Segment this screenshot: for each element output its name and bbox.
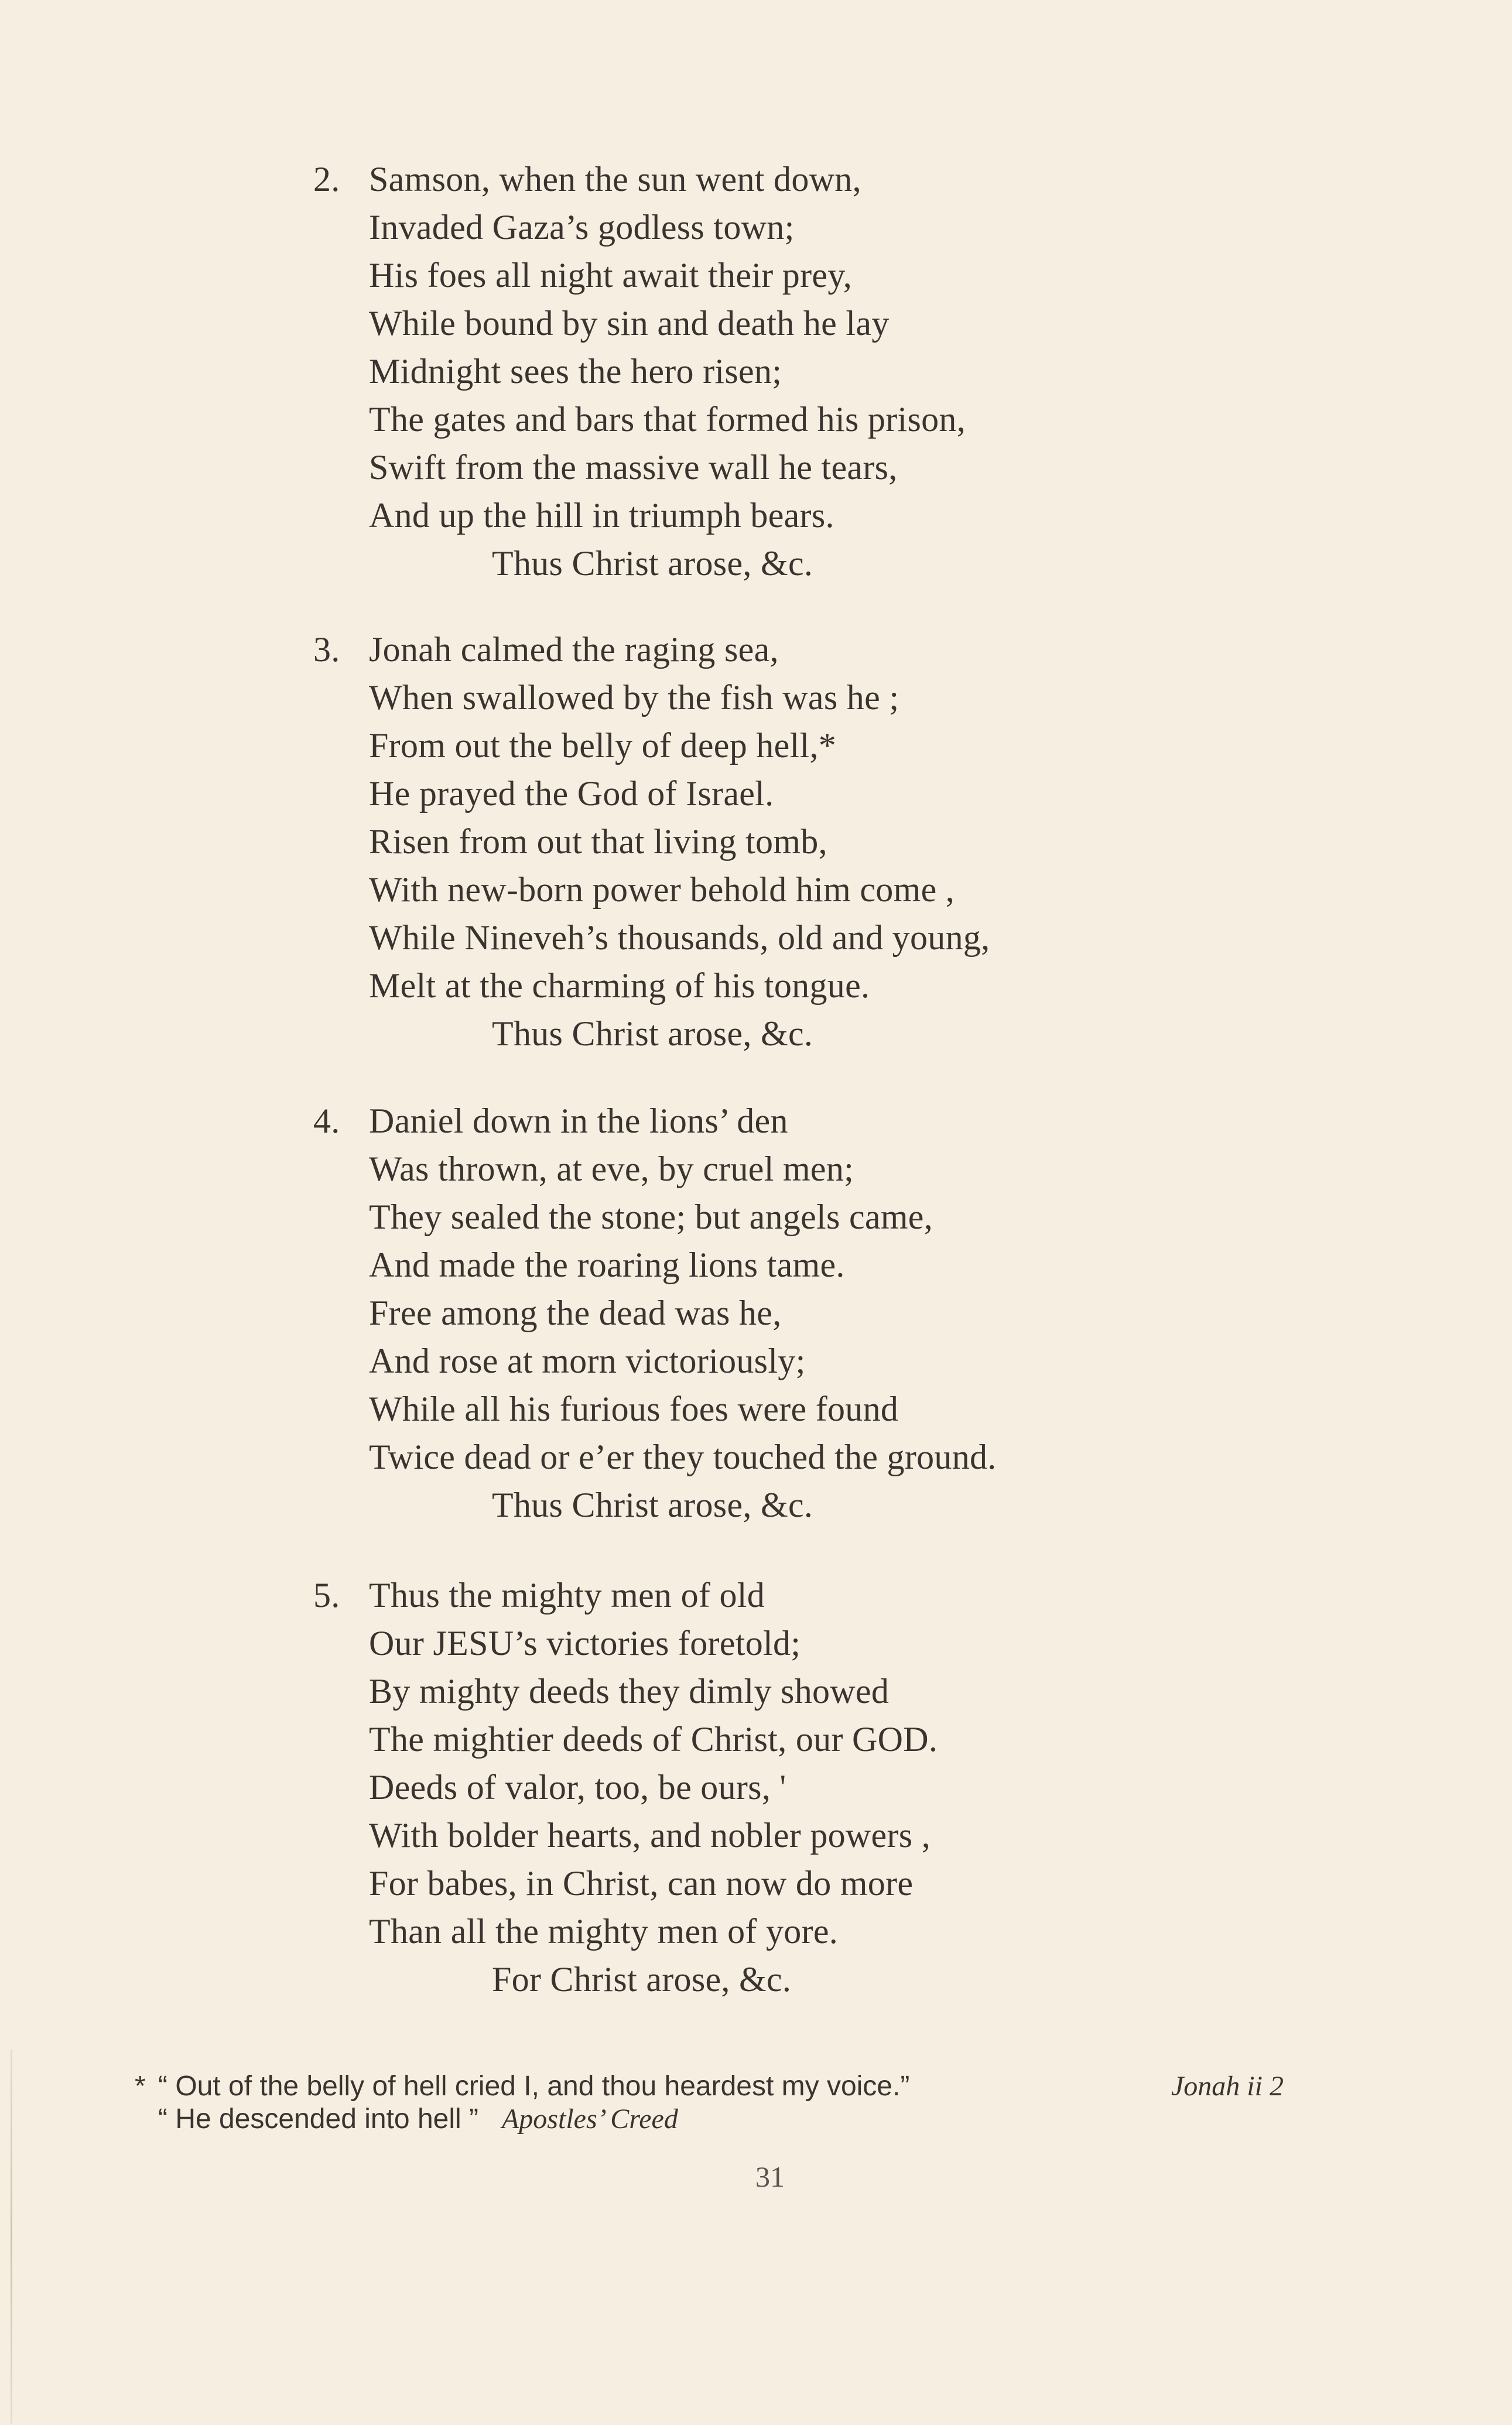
stanza-number: 4. [313,1102,340,1140]
stanza-line: Twice dead or e’er they touched the ground. [369,1438,997,1476]
stanza-line: With new-born power behold him come , [369,870,955,909]
stanza-refrain: Thus Christ arose, &c. [492,1014,813,1053]
stanza-line: 2. Samson, when the sun went down, [313,155,1250,203]
stanza-line: Risen from out that living tomb, [369,822,827,861]
stanza-line: By mighty deeds they dimly showed [369,1672,890,1711]
stanza-line: While Nineveh’s thousands, old and young, [369,918,990,957]
stanza-refrain: Thus Christ arose, &c. [492,1486,813,1524]
stanza-refrain: Thus Christ arose, &c. [492,544,813,583]
stanza-4 [313,1097,1250,1529]
footnote-2 [135,2103,1335,2136]
page-number: 31 [755,2160,785,2193]
stanza-line: He prayed the God of Israel. [369,774,774,813]
stanza-line: 3. Jonah calmed the raging sea, [313,625,1250,673]
footnote-citation: Jonah ii 2 [1171,2071,1284,2102]
stanza-line: 4. Daniel down in the lions’ den [313,1097,1250,1145]
stanza-line: Invaded Gaza’s godless town; [369,208,795,247]
stanza-line: Melt at the charming of his tongue. [369,966,870,1005]
stanza-line: His foes all night await their prey, [369,256,853,295]
stanza-line: Was thrown, at eve, by cruel men; [369,1150,854,1188]
stanza-line: The mightier deeds of Christ, our GOD. [369,1720,938,1759]
stanza-line: 5. Thus the mighty men of old [313,1571,1250,1619]
stanza-line: And rose at morn victoriously; [369,1342,806,1380]
footnote-citation: Apostles’ Creed [501,2104,678,2135]
footnote-text: “ He descended into hell ” [158,2104,478,2135]
stanza-line: And made the roaring lions tame. [369,1246,845,1284]
footnotes [135,2070,1335,2136]
stanza-line: Swift from the massive wall he tears, [369,448,898,487]
stanza-line: When swallowed by the fish was he ; [369,678,899,717]
stanza-line: Free among the dead was he, [369,1294,782,1332]
stanza-number: 2. [313,160,340,199]
stanza-line: Deeds of valor, too, be ours, ' [369,1768,786,1807]
footnote-mark: * [135,2071,146,2102]
stanza-number: 5. [313,1576,340,1615]
stanza-line: They sealed the stone; but angels came, [369,1198,933,1236]
stanza-line: While all his furious foes were found [369,1390,899,1428]
stanza-line: The gates and bars that formed his prison, [369,400,966,439]
stanza-line: Than all the mighty men of yore. [369,1912,839,1951]
stanza-line: Midnight sees the hero risen; [369,352,782,391]
stanza-refrain: For Christ arose, &c. [492,1960,792,1999]
page-edge-shadow [11,2050,12,2424]
stanza-line: For babes, in Christ, can now do more [369,1864,914,1903]
stanza-line: From out the belly of deep hell,* [369,726,837,765]
stanza-2 [313,155,1250,587]
stanza-3 [313,625,1250,1058]
footnote-1 [135,2070,1335,2103]
stanza-number: 3. [313,630,340,669]
stanza-line: With bolder hearts, and nobler powers , [369,1816,931,1855]
stanza-line: Our JESU’s victories foretold; [369,1624,801,1663]
footnote-text: “ Out of the belly of hell cried I, and thou heardest my voice.” [158,2071,910,2102]
stanza-line: While bound by sin and death he lay [369,304,890,343]
stanza-line: And up the hill in triumph bears. [369,496,834,535]
stanza-5 [313,1571,1250,2003]
